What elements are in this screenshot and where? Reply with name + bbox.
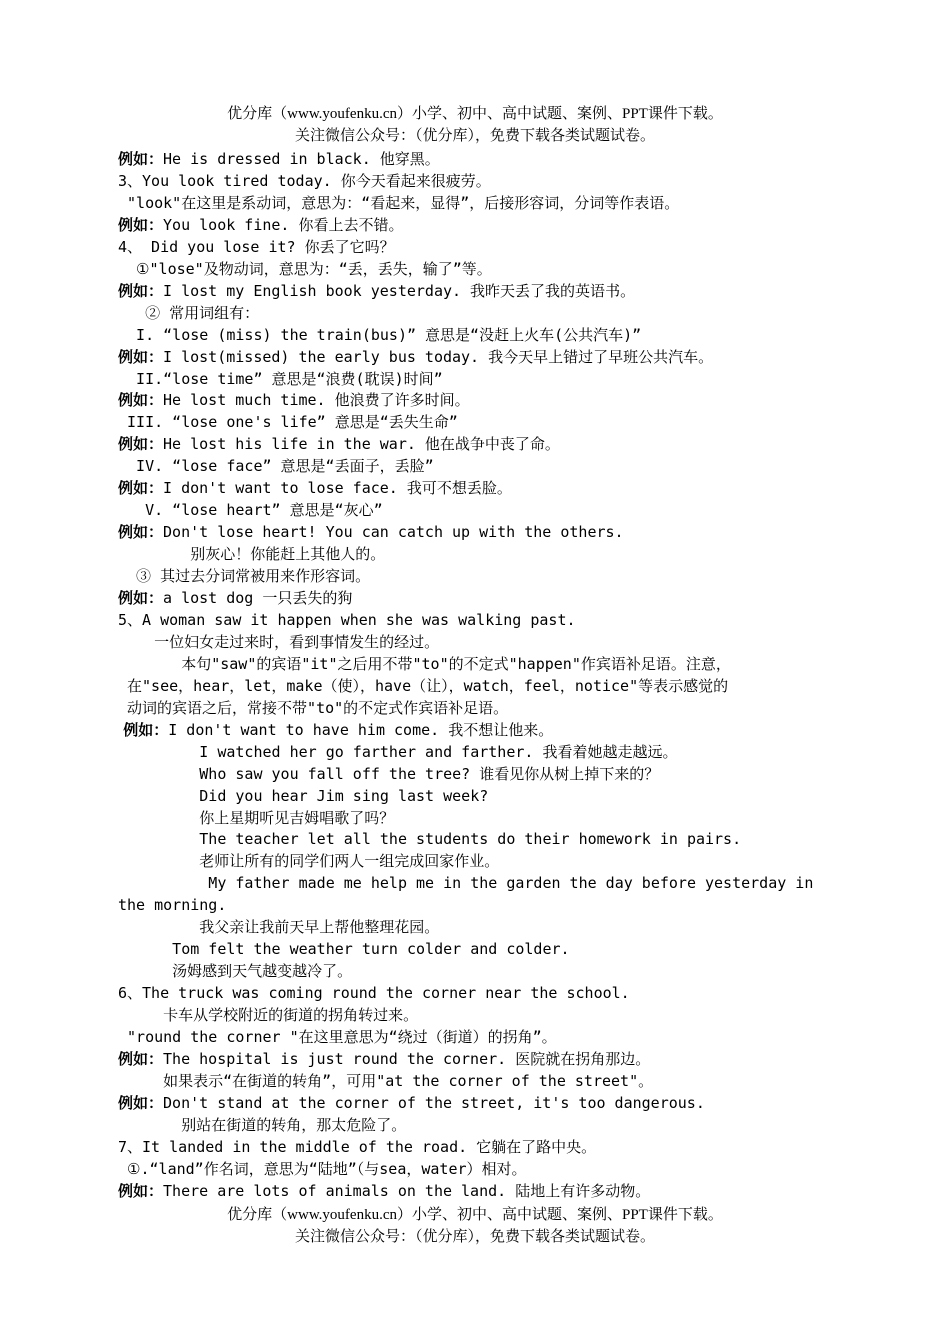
document-line [118, 302, 259, 324]
document-line [118, 960, 352, 982]
line-text: 别站在街道的转角，那太危险了。 [118, 1115, 407, 1134]
line-text: II.“lose time” 意思是“浪费(耽误)时间” [118, 369, 443, 388]
header-line-1: 优分库（www.youfenku.cn）小学、初中、高中试题、案例、PPT课件下载。 [227, 106, 723, 122]
document-line [118, 1070, 653, 1092]
document-line [118, 1026, 557, 1048]
document-line [118, 192, 679, 214]
line-text: 我父亲让我前天早上帮他整理花园。 [118, 918, 440, 937]
document-line [118, 675, 728, 697]
document-line [118, 346, 713, 368]
example-label: 例如： [118, 347, 164, 366]
document-line [118, 170, 491, 192]
line-text: 3、You look tired today. 你今天看起来很疲劳。 [118, 171, 491, 190]
document-line [118, 521, 624, 543]
line-text: 老师让所有的同学们两人一组完成回家作业。 [118, 852, 500, 871]
document-line [118, 280, 635, 302]
line-text: Who saw you fall off the tree? 谁看见你从树上掉下来的？ [118, 764, 660, 783]
line-text: You look fine. 你看上去不错。 [163, 215, 404, 234]
line-text: The teacher let all the students do their homework in pairs. [118, 830, 742, 849]
line-text: "round the corner "在这里意思为“绕过（街道）的拐角”。 [118, 1028, 557, 1046]
document-line [118, 763, 659, 785]
document-line [118, 389, 470, 411]
document-line [118, 433, 560, 455]
document-line [118, 587, 352, 609]
document-line [118, 850, 499, 872]
document-line [118, 1004, 418, 1026]
line-text: Tom felt the weather turn colder and colder. [118, 940, 570, 959]
line-text: 如果表示“在街道的转角”，可用"at the corner of the street"。 [118, 1071, 654, 1090]
line-text: 一位妇女走过来时，看到事情发生的经过。 [118, 632, 440, 651]
line-text: 动词的宾语之后，常接不带"to"的不定式作宾语补足语。 [118, 698, 509, 717]
example-label: 例如： [118, 435, 164, 454]
line-text: ①"lose"及物动词，意思为：“丢，丢失，输了”等。 [118, 259, 492, 278]
line-text: 你上星期听见吉姆唱歌了吗？ [118, 808, 395, 827]
line-text: "look"在这里是系动词，意思为：“看起来，显得”，后接形容词，分词等作表语。 [118, 193, 680, 212]
line-text: 别灰心！你能赶上其他人的。 [118, 545, 386, 564]
document-line [118, 828, 741, 850]
line-text: the morning. [118, 896, 227, 915]
example-label: 例如： [118, 589, 164, 607]
line-text: 本句"saw"的宾语"it"之后用不带"to"的不定式"happen"作宾语补足语。注意， [118, 654, 731, 673]
document-line [118, 982, 630, 1004]
line-text: I watched her go farther and farther. 我看着她越走越远。 [118, 742, 678, 761]
line-text: The hospital is just round the corner. 医院就在拐角那边。 [163, 1049, 651, 1068]
example-label: 例如： [118, 1181, 164, 1200]
line-text: 在"see，hear，let，make（使），have（让），watch，feel，notice"等表示感觉的 [118, 676, 729, 695]
line-text: 汤姆感到天气越变越冷了。 [118, 962, 353, 981]
document-line [118, 148, 440, 170]
example-label: 例如： [118, 391, 164, 410]
line-text: ①.“land”作名词，意思为“陆地”（与sea，water）相对。 [118, 1159, 527, 1178]
line-text: ② 常用词组有： [118, 303, 260, 322]
document-line [118, 411, 458, 433]
document-line [118, 1092, 705, 1114]
document-line [118, 719, 553, 741]
document-line [118, 368, 443, 390]
header-line-2: 关注微信公众号：（优分库），免费下载各类试题试卷。 [294, 128, 655, 144]
footer-line-2: 关注微信公众号：（优分库），免费下载各类试题试卷。 [294, 1229, 655, 1245]
line-text: III. “lose one's life” 意思是“丢失生命” [118, 413, 458, 432]
document-line [118, 609, 576, 631]
document-line [118, 543, 385, 565]
document-line [118, 872, 813, 894]
line-text: IV. “lose face” 意思是“丢面子，丢脸” [118, 457, 434, 476]
document-line [118, 499, 383, 521]
example-label: 例如： [118, 720, 169, 739]
line-text: My father made me help me in the garden the day before yesterday in [118, 874, 814, 893]
document-line [118, 1136, 596, 1158]
example-label: 例如： [118, 281, 164, 300]
document-line [118, 741, 677, 763]
line-text: There are lots of animals on the land. 陆地上有许多动物。 [163, 1181, 651, 1200]
line-text: He lost much time. 他浪费了许多时间。 [163, 391, 470, 410]
document-line [118, 258, 492, 280]
line-text: I lost my English book yesterday. 我昨天丢了我的英语书。 [163, 281, 636, 300]
example-label: 例如： [118, 1049, 164, 1068]
line-text: I. “lose (miss) the train(bus)” 意思是“没赶上火车(公共汽车)” [118, 325, 642, 344]
document-line [118, 1158, 527, 1180]
document-line [118, 1180, 650, 1202]
footer-line-1: 优分库（www.youfenku.cn）小学、初中、高中试题、案例、PPT课件下载。 [227, 1207, 723, 1223]
line-text: Did you hear Jim sing last week? [118, 786, 489, 805]
line-text: 7、It landed in the middle of the road. 它躺在了路中央。 [118, 1137, 597, 1156]
document-line [118, 236, 395, 258]
line-text: V. “lose heart” 意思是“灰心” [118, 501, 383, 520]
line-text: Don't lose heart! You can catch up with the others. [163, 523, 624, 542]
example-label: 例如： [118, 215, 164, 234]
line-text: I don't want to have him come. 我不想让他来。 [168, 720, 554, 739]
line-text: 5、A woman saw it happen when she was walking past. [118, 610, 576, 629]
line-text: 卡车从学校附近的街道的拐角转过来。 [118, 1006, 419, 1025]
example-label: 例如： [118, 479, 164, 498]
document-line [118, 916, 439, 938]
line-text: I don't want to lose face. 我可不想丢脸。 [163, 479, 512, 498]
line-text: Don't stand at the corner of the street, it's too dangerous. [163, 1093, 705, 1112]
document-line [118, 894, 226, 916]
document-line [118, 938, 570, 960]
document-line [118, 565, 370, 587]
example-label: 例如： [118, 1093, 164, 1112]
document-line [118, 1114, 406, 1136]
document-line [118, 697, 508, 719]
line-text: I lost(missed) the early bus today. 我今天早上错过了早班公共汽车。 [163, 347, 714, 366]
document-line [118, 324, 641, 346]
document-line [118, 214, 403, 236]
example-label: 例如： [118, 150, 164, 168]
line-text: a lost dog 一只丢失的狗 [163, 589, 353, 607]
document-line [118, 455, 434, 477]
document-line [118, 631, 439, 653]
document-line [118, 807, 394, 829]
line-text: 6、The truck was coming round the corner near the school. [118, 984, 630, 1003]
document-line [118, 785, 488, 807]
document-line [118, 653, 731, 675]
line-text: 4、 Did you lose it? 你丢了它吗？ [118, 237, 395, 256]
example-label: 例如： [118, 523, 164, 542]
document-line [118, 477, 512, 499]
line-text: ③ 其过去分词常被用来作形容词。 [118, 567, 371, 586]
line-text: He lost his life in the war. 他在战争中丧了命。 [163, 435, 560, 454]
document-line [118, 1048, 650, 1070]
line-text: He is dressed in black. 他穿黑。 [163, 150, 440, 168]
